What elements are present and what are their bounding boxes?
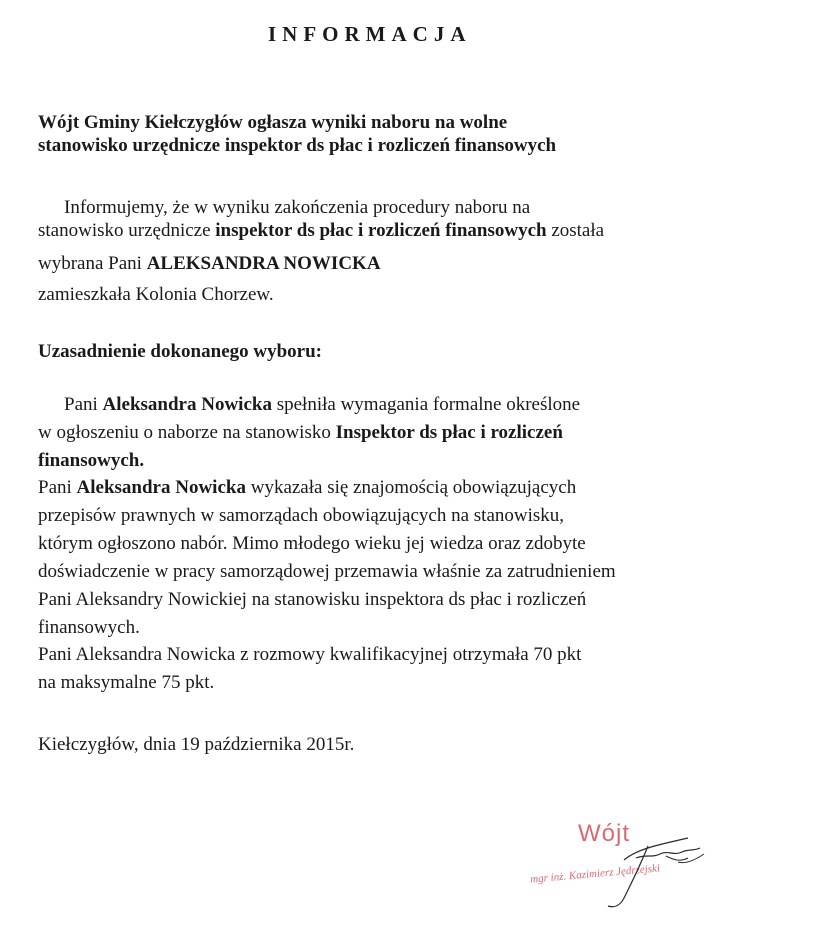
para2-line-3: finansowych. [38,450,145,471]
para1-line-4: zamieszkała Kolonia Chorzew. [38,284,274,305]
stamp-official-name: mgr inż. Kazimierz Jędrzejski [529,862,661,886]
candidate-name-bold: Aleksandra Nowicka [102,394,272,415]
para2-line-6: którym ogłoszono nabór. Mimo młodego wieku jej wiedza oraz zdobyte [38,533,586,554]
para1-line-2 [38,219,604,243]
para1-text: stanowisko urzędnicze [38,220,216,241]
para2-line-4 [38,476,576,500]
position-name-bold: Inspektor ds płac i rozliczeń [335,422,563,443]
para2-line-9: finansowych. [38,617,140,638]
para1-line-3 [38,252,381,276]
date-line: Kiełczygłów, dnia 19 października 2015r. [38,734,355,755]
para1-text: została [546,220,605,241]
para2-line-8: Pani Aleksandry Nowickiej na stanowisku inspektora ds płac i rozliczeń [38,589,587,610]
para2-line-1 [64,393,580,417]
stamp-office-title: Wójt [578,820,630,847]
para2-line-7: doświadczenie w pracy samorządowej przemawia właśnie za zatrudnieniem [38,561,616,582]
para2-text: Pani [38,477,77,498]
para2-text: spełniła wymagania formalne określone [271,394,581,415]
candidate-name-bold: ALEKSANDRA NOWICKA [146,253,381,274]
heading-line-2: stanowisko urzędnicze inspektor ds płac i rozliczeń finansowych [38,135,557,156]
document-title: INFORMACJA [268,22,472,46]
position-name-bold: inspektor ds płac i rozliczeń finansowych [215,220,547,241]
signature-stamp [528,818,738,918]
para1-text: wybrana Pani [38,253,147,274]
para2-text: wykazała się znajomością obowiązujących [245,477,577,498]
para1-line-1: Informujemy, że w wyniku zakończenia procedury naboru na [64,197,531,218]
candidate-name-bold: Aleksandra Nowicka [76,477,246,498]
para2-line-10: Pani Aleksandra Nowicka z rozmowy kwalifikacyjnej otrzymała 70 pkt [38,644,582,665]
para2-line-11: na maksymalne 75 pkt. [38,672,215,693]
para2-line-2 [38,421,563,445]
para2-text: w ogłoszeniu o naborze na stanowisko [38,422,336,443]
justification-heading: Uzasadnienie dokonanego wyboru: [38,341,322,362]
heading-line-1: Wójt Gminy Kiełczygłów ogłasza wyniki naboru na wolne [38,112,508,133]
para2-text: Pani [64,394,103,415]
para2-line-5: przepisów prawnych w samorządach obowiązujących na stanowisku, [38,505,565,526]
handwritten-signature [528,818,738,918]
